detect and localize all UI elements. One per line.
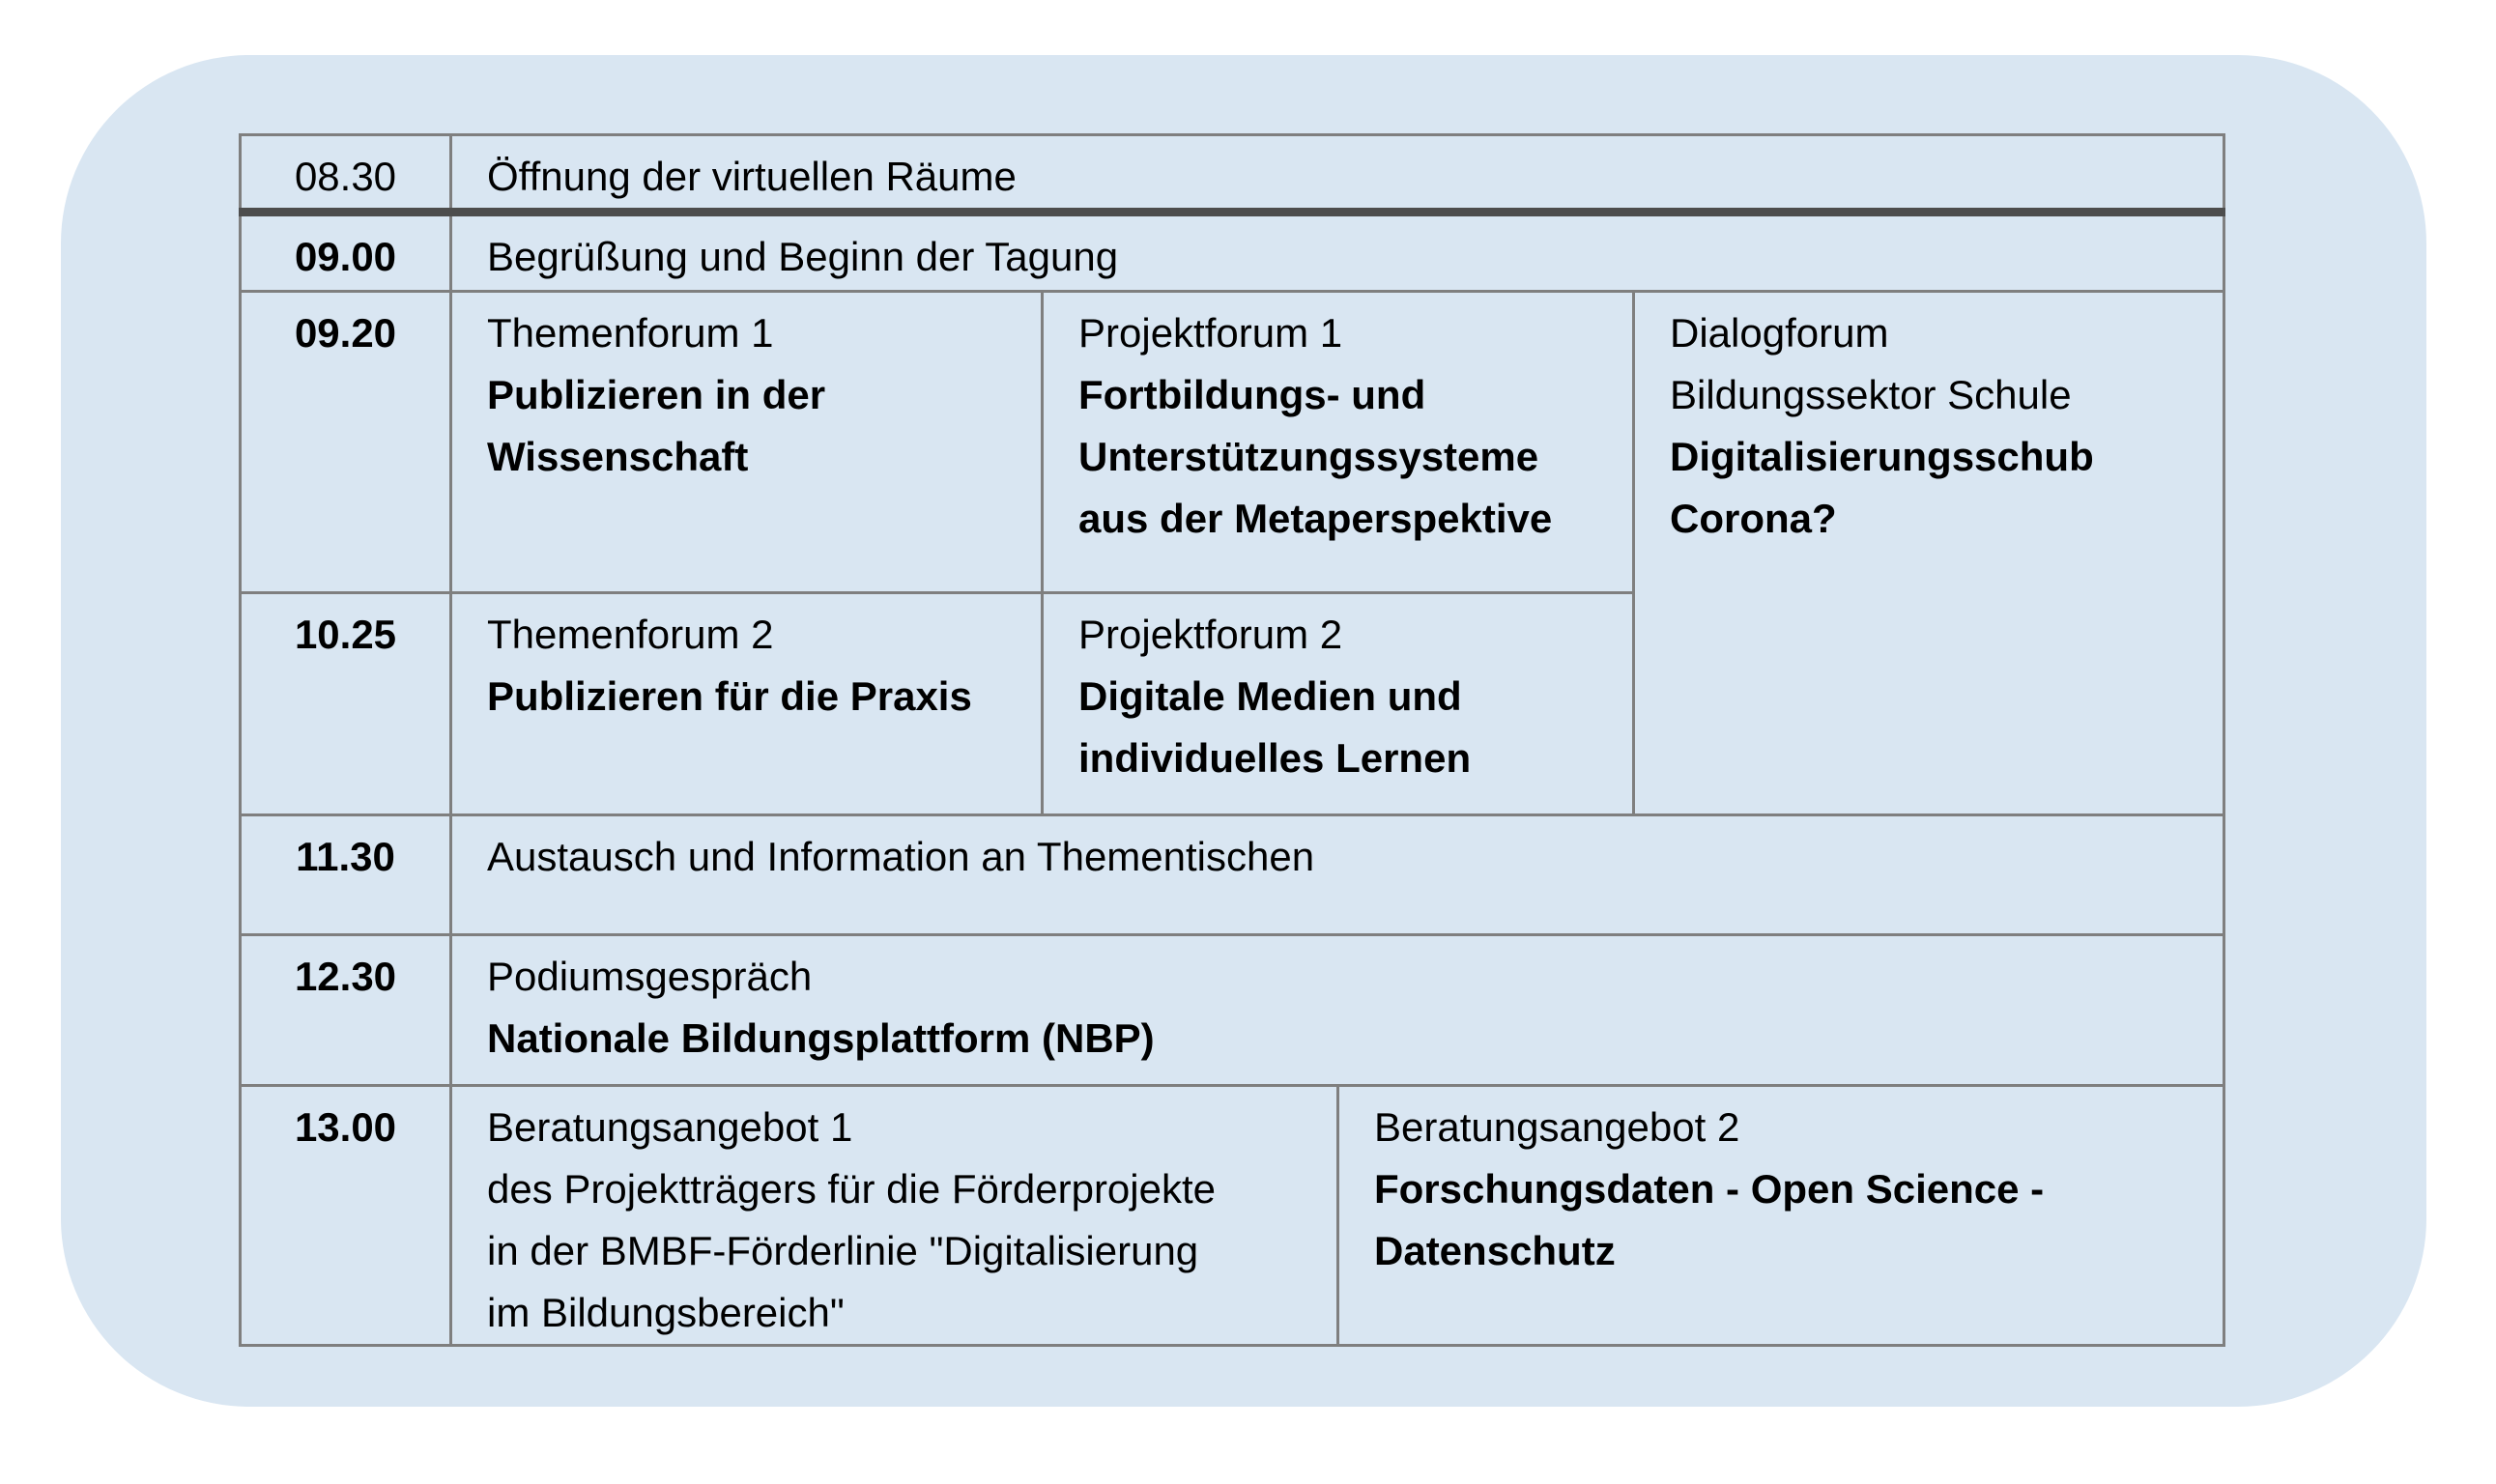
event-title-line: Nationale Bildungsplattform (NBP): [487, 1015, 1155, 1061]
event-title-line: Publizieren in der: [487, 372, 826, 417]
row-0900: [241, 213, 2224, 292]
time-cell-1300: [241, 1086, 451, 1346]
event-cell-welcome: [451, 213, 2224, 292]
event-label: Projektforum 2: [1078, 612, 1343, 657]
event-line: Begrüßung und Beginn der Tagung: [487, 234, 1119, 279]
event-line: Öffnung der virtuellen Räume: [487, 154, 1017, 199]
time-cell-0830: [241, 135, 451, 213]
time-label: 10.25: [294, 612, 397, 657]
event-title-line: Forschungsdaten - Open Science -: [1374, 1166, 2045, 1212]
event-cell-beratungsangebot-1: [451, 1086, 1338, 1346]
event-line: des Projektträgers für die Förderprojekte: [487, 1166, 1217, 1212]
event-cell-projektforum-1: [1043, 292, 1634, 593]
event-label: Projektforum 1: [1078, 310, 1343, 356]
agenda-table: [239, 133, 2225, 1347]
event-title-line: Digitalisierungsschub: [1670, 434, 2094, 479]
event-line: Austausch und Information an Thementischen: [487, 834, 1315, 879]
event-label: Dialogforum: [1670, 310, 1889, 356]
event-label: Beratungsangebot 2: [1374, 1104, 1740, 1150]
event-cell-projektforum-2: [1043, 593, 1634, 815]
row-1130: [241, 815, 2224, 935]
row-1300: [241, 1086, 2224, 1346]
event-title-line: Wissenschaft: [487, 434, 749, 479]
event-title-line: Publizieren für die Praxis: [487, 673, 972, 719]
event-label: Podiumsgespräch: [487, 954, 813, 999]
event-label: Themenforum 1: [487, 310, 774, 356]
event-title-line: individuelles Lernen: [1078, 735, 1472, 781]
event-sublabel: Bildungssektor Schule: [1670, 372, 2072, 417]
row-0830: [241, 135, 2224, 213]
time-label: 09.20: [294, 310, 397, 356]
event-line: in der BMBF-Förderlinie "Digitalisierung: [487, 1228, 1199, 1273]
time-cell-1230: [241, 935, 451, 1086]
event-title-line: Digitale Medien und: [1078, 673, 1462, 719]
event-line: im Bildungsbereich": [487, 1290, 845, 1335]
time-cell-0920: [241, 292, 451, 593]
event-title-line: Corona?: [1670, 496, 1837, 541]
event-cell-thementische: [451, 815, 2224, 935]
time-label: 09.00: [294, 234, 397, 279]
event-cell-dialogforum: [1634, 292, 2224, 815]
time-label: 13.00: [294, 1104, 397, 1150]
event-label: Themenforum 2: [487, 612, 774, 657]
event-cell-opening: [451, 135, 2224, 213]
event-cell-themenforum-1: [451, 292, 1043, 593]
time-label: 11.30: [296, 834, 395, 879]
time-label: 12.30: [294, 954, 397, 999]
time-cell-1025: [241, 593, 451, 815]
event-label: Beratungsangebot 1: [487, 1104, 853, 1150]
time-label: 08.30: [294, 154, 397, 199]
event-title-line: aus der Metaperspektive: [1078, 496, 1553, 541]
row-1230: [241, 935, 2224, 1086]
event-title-line: Datenschutz: [1374, 1228, 1616, 1273]
row-0920: [241, 292, 2224, 593]
event-cell-podiumsgespraech: [451, 935, 2224, 1086]
event-title-line: Unterstützungssysteme: [1078, 434, 1539, 479]
event-cell-themenforum-2: [451, 593, 1043, 815]
event-cell-beratungsangebot-2: [1338, 1086, 2224, 1346]
time-cell-1130: [241, 815, 451, 935]
event-title-line: Fortbildungs- und: [1078, 372, 1426, 417]
time-cell-0900: [241, 213, 451, 292]
